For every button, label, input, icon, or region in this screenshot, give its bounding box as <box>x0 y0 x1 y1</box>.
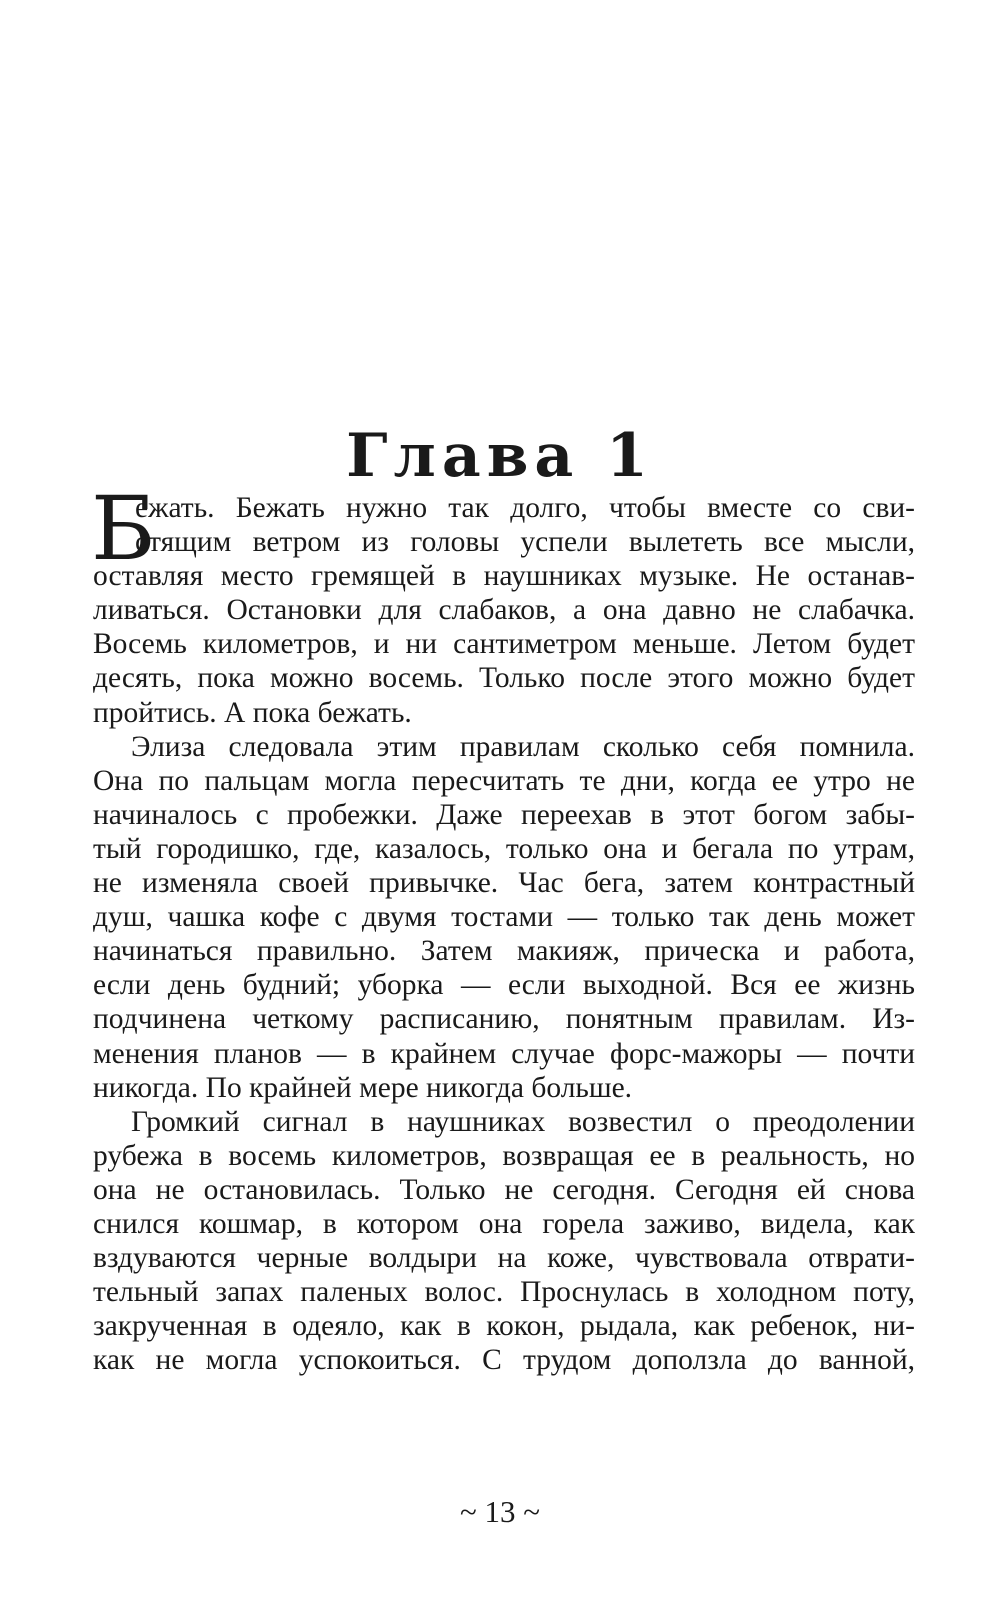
text-line: рубежа в восемь километров, возвращая ее в реальность, но <box>93 1139 915 1172</box>
body-text <box>91 477 915 1377</box>
text-line: Восемь километров, и ни сантиметром меньше. Летом будет <box>93 628 915 661</box>
text-line: ежать. Бежать нужно так долго, чтобы вместе со сви- <box>135 492 915 524</box>
text-line: тый городишко, где, казалось, только она и бегала по утрам, <box>93 832 915 865</box>
text-line: если день будний; уборка — если выходной. Вся ее жизнь <box>93 969 915 1002</box>
chapter-title: Глава 1 <box>346 421 654 491</box>
text-line: снился кошмар, в котором она горела заживо, видела, как <box>93 1207 915 1240</box>
text-line: оставляя место гремящей в наушниках музыке. Не останав- <box>93 560 915 593</box>
text-line: она не остановилась. Только не сегодня. Сегодня ей снова <box>93 1173 915 1206</box>
text-line: начинаться правильно. Затем макияж, прическа и работа, <box>93 935 915 968</box>
page-number: ~ 13 ~ <box>459 1494 541 1529</box>
text-line: Элиза следовала этим правилам сколько себя помнила. <box>131 730 915 763</box>
text-line: вздуваются черные волдыри на коже, чувствовала отврати- <box>93 1242 915 1275</box>
text-line: душ, чашка кофе с двумя тостами — только так день может <box>93 901 915 934</box>
text-line: Она по пальцам могла пересчитать те дни, когда ее утро не <box>93 764 915 797</box>
text-line: пройтись. А пока бежать. <box>93 696 412 729</box>
text-line: закрученная в одеяло, как в кокон, рыдала, как ребенок, ни- <box>93 1310 915 1343</box>
text-line: никогда. По крайней мере никогда больше. <box>93 1071 633 1104</box>
text-line: как не могла успокоиться. С трудом доползла до ванной, <box>93 1344 915 1377</box>
text-line: менения планов — в крайнем случае форс-мажоры — почти <box>93 1037 915 1070</box>
text-line: десять, пока можно восемь. Только после этого можно будет <box>93 662 915 695</box>
text-line: Громкий сигнал в наушниках возвестил о преодолении <box>131 1105 915 1138</box>
drop-cap: Б <box>91 477 156 580</box>
text-line: тельный запах паленых волос. Проснулась в холодном поту, <box>93 1276 915 1309</box>
text-line: стящим ветром из головы успели вылететь все мысли, <box>135 526 915 559</box>
text-line: начиналось с пробежки. Даже переехав в этот богом забы- <box>93 798 915 831</box>
text-line: не изменяла своей привычке. Час бега, затем контрастный <box>93 867 915 900</box>
text-line: подчинена четкому расписанию, понятным правилам. Из- <box>93 1003 915 1036</box>
text-line: ливаться. Остановки для слабаков, а она давно не слабачка. <box>93 594 915 627</box>
